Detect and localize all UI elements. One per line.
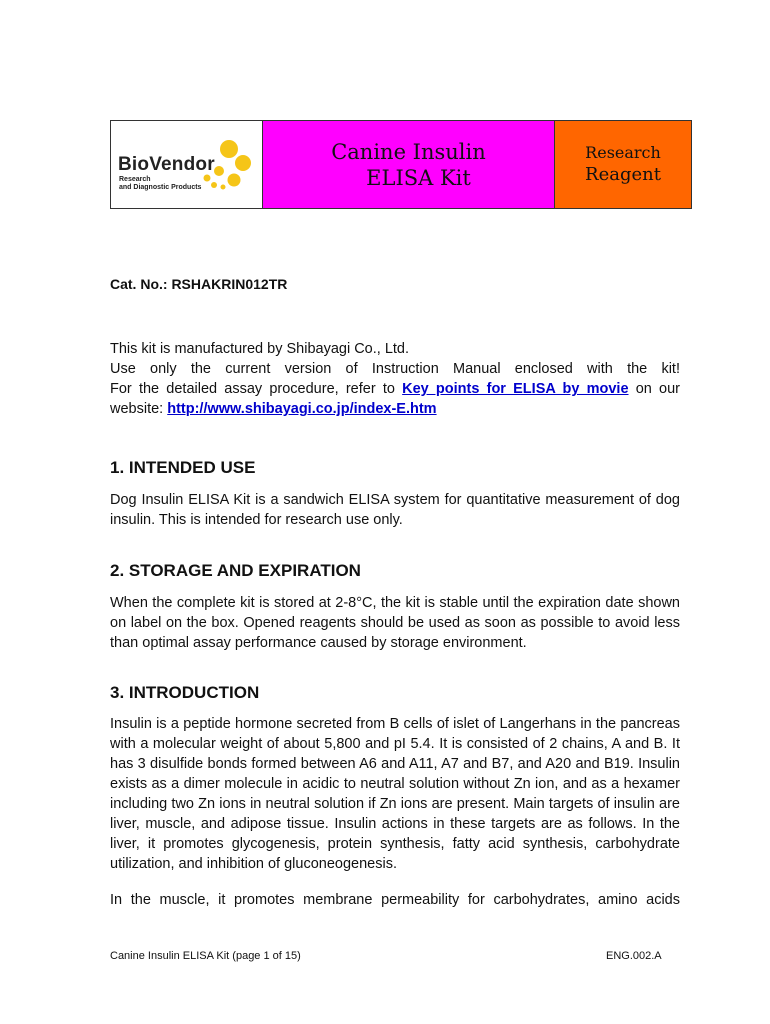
section-3-body: Insulin is a peptide hormone secreted from B cells of islet of Langerhans in the pancreas with a molecular weight of about 5,800 and pI 5.4. It is consisted of 2 chains, A and B. It has 3 disulfide bonds formed between A6 and A11, A7 and B7, and A20 and B19. Insulin exists as a dimer molecule in acidic to neutral solution without Zn ion, and as a hexamer including two Zn ions in neutral solution if Zn ions are present. Main targets of insulin are liver, muscle, and adipose tissue. Insulin actions in these targets are as follows. In the liver, it promotes glycogenesis, protein synthesis, fatty acid synthesis, carbohydrate utilization, and inhibition of gluconeogenesis. bbox=[110, 716, 680, 872]
elisa-movie-link[interactable]: Key points for ELISA by movie bbox=[402, 381, 629, 397]
footer-doc-code: ENG.002.A bbox=[606, 950, 662, 962]
logo-subtitle-line-2: and Diagnostic Products bbox=[119, 184, 202, 191]
intro-line-1: This kit is manufactured by Shibayagi Co., Ltd. bbox=[110, 341, 410, 357]
intro-line-4 bbox=[110, 399, 680, 419]
catalog-number: Cat. No.: RSHAKRIN012TR bbox=[110, 276, 288, 292]
section-2-body: When the complete kit is stored at 2-8°C, the kit is stable until the expiration date shown on label on the box. Opened reagents should be used as soon as possible to avoid less than optimal assay performance caused by storage environment. bbox=[110, 595, 680, 651]
header-table bbox=[110, 120, 692, 209]
website-label: website: bbox=[110, 401, 168, 417]
product-title bbox=[263, 121, 555, 208]
section-1-body: Dog Insulin ELISA Kit is a sandwich ELISA system for quantitative measurement of dog insulin. This is intended for research use only. bbox=[110, 492, 680, 528]
website-link[interactable]: http://www.shibayagi.co.jp/index-E.htm bbox=[167, 401, 437, 417]
logo-subtitle bbox=[119, 176, 201, 192]
logo-name: BioVendor bbox=[118, 154, 215, 175]
intro-line-3-end: on our bbox=[628, 381, 680, 397]
intro-line-3-text: For the detailed assay procedure, refer to bbox=[110, 381, 403, 397]
section-3-heading: 3. INTRODUCTION bbox=[110, 683, 260, 702]
intro-paragraph bbox=[110, 339, 680, 419]
tag-line-2: Reagent bbox=[585, 164, 661, 185]
title-line-2: ELISA Kit bbox=[366, 165, 471, 190]
biovendor-logo bbox=[111, 121, 263, 208]
tag-line-1: Research bbox=[585, 143, 661, 162]
title-line-1: Canine Insulin bbox=[331, 139, 486, 164]
logo-subtitle-line-1: Research bbox=[119, 176, 151, 183]
intro-line-2: Use only the current version of Instruction Manual enclosed with the kit! bbox=[110, 361, 680, 377]
intro-line-3 bbox=[110, 379, 680, 399]
footer-page-info: Canine Insulin ELISA Kit (page 1 of 15) bbox=[110, 950, 301, 962]
research-reagent-tag bbox=[555, 121, 691, 208]
section-1-heading: 1. INTENDED USE bbox=[110, 458, 256, 477]
section-2-heading: 2. STORAGE AND EXPIRATION bbox=[110, 561, 361, 580]
section-3-body-continued: In the muscle, it promotes membrane permeability for carbohydrates, amino acids bbox=[110, 892, 680, 908]
